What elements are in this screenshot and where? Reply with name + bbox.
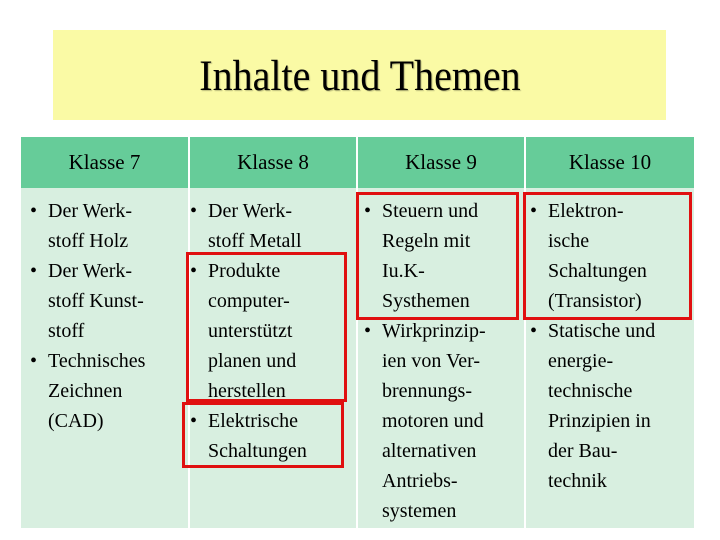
bullet-icon: • (30, 350, 38, 372)
item-line: herstellen (208, 380, 286, 402)
page-title: Inhalte und Themen (199, 51, 521, 100)
list-item (360, 316, 486, 526)
item-line: stoff (48, 320, 85, 342)
item-line: ische (548, 230, 590, 252)
highlight-steuern-regeln (356, 192, 519, 320)
bullet-icon: • (190, 410, 198, 432)
list-item (26, 256, 145, 346)
list-item (186, 196, 307, 256)
item-line: Schaltungen (208, 440, 307, 462)
item-line: Elektron- (548, 200, 624, 222)
item-line: Der Werk- (48, 200, 133, 222)
list-item (26, 196, 145, 256)
item-line: brennungs- (382, 380, 472, 402)
item-line: energie- (548, 350, 614, 372)
bullet-icon: • (190, 260, 198, 282)
item-line: technische (548, 380, 633, 402)
item-line: unterstützt (208, 320, 293, 342)
bullet-icon: • (530, 320, 538, 342)
item-line: (CAD) (48, 410, 104, 432)
header-klasse-7: Klasse 7 (21, 137, 188, 188)
item-line: Der Werk- (208, 200, 293, 222)
item-line: Wirkprinzip- (382, 320, 486, 342)
bullet-icon: • (30, 200, 38, 222)
item-line: Produkte (208, 260, 281, 282)
item-line: computer- (208, 290, 290, 312)
bullet-icon: • (364, 200, 372, 222)
item-line: stoff Holz (48, 230, 129, 252)
highlight-elektrische-schaltungen (182, 402, 344, 468)
item-line: stoff Kunst- (48, 290, 144, 312)
item-line: der Bau- (548, 440, 618, 462)
item-line: Zeichnen (48, 380, 123, 402)
header-klasse-8: Klasse 8 (190, 137, 356, 188)
item-line: alternativen (382, 440, 477, 462)
header-klasse-9: Klasse 9 (358, 137, 524, 188)
item-line: Technisches (48, 350, 146, 372)
item-line: motoren und (382, 410, 484, 432)
item-line: Der Werk- (48, 260, 133, 282)
item-line: planen und (208, 350, 297, 372)
item-line: Schaltungen (548, 260, 647, 282)
item-line: Statische und (548, 320, 656, 342)
column-klasse-7-content (26, 196, 145, 436)
item-line: (Transistor) (548, 290, 642, 312)
item-line: Elektrische (208, 410, 298, 432)
item-line: Prinzipien in (548, 410, 651, 432)
item-line: Steuern und (382, 200, 479, 222)
bullet-icon: • (530, 200, 538, 222)
highlight-produkte (186, 252, 347, 402)
item-line: Regeln mit (382, 230, 471, 252)
item-line: Systhemen (382, 290, 470, 312)
bullet-icon: • (364, 320, 372, 342)
item-line: stoff Metall (208, 230, 302, 252)
header-klasse-10: Klasse 10 (526, 137, 694, 188)
highlight-elektronische-schaltungen (523, 192, 692, 320)
bullet-icon: • (190, 200, 198, 222)
list-item (26, 346, 145, 436)
list-item (526, 316, 655, 496)
item-line: technik (548, 470, 607, 492)
bullet-icon: • (30, 260, 38, 282)
item-line: Iu.K- (382, 260, 425, 282)
item-line: ien von Ver- (382, 350, 481, 372)
item-line: systemen (382, 500, 457, 522)
item-line: Antriebs- (382, 470, 458, 492)
